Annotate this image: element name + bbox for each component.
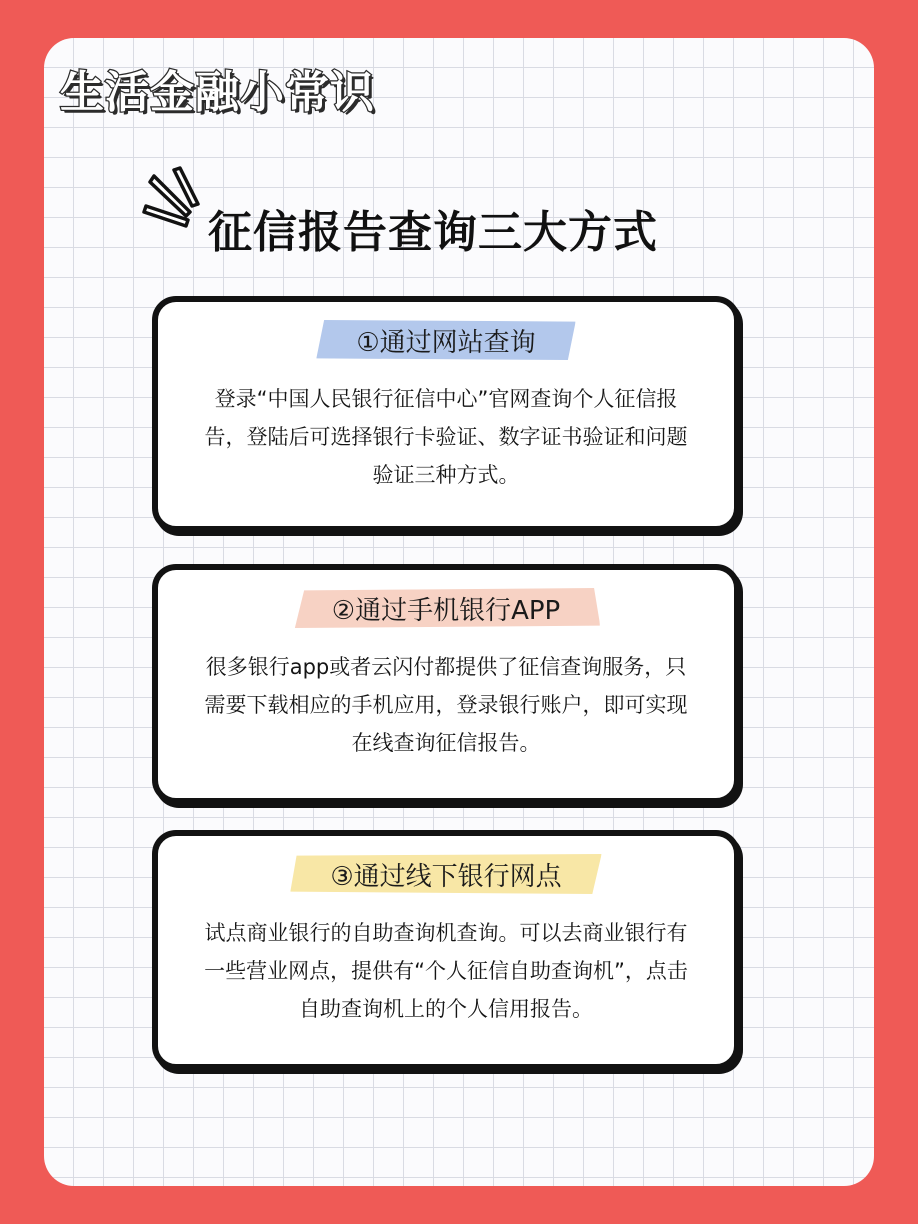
method-card-website [152,296,740,532]
card-heading [290,854,601,894]
card-heading [316,320,575,360]
card-body: 很多银行app或者云闪付都提供了征信查询服务，只需要下载相应的手机应用，登录银行账户，即可实现在线查询征信报告。 [204,655,688,755]
category-tag: 生活金融小常识 [60,67,375,118]
card-heading-text: ②通过手机银行APP [331,595,561,626]
method-card-mobile-app [152,564,740,804]
card-heading-text: ①通过网站查询 [356,327,536,358]
card-heading [292,588,600,628]
page-title: 征信报告查询三大方式 [208,207,658,258]
card-body: 登录“中国人民银行征信中心”官网查询个人征信报告，登陆后可选择银行卡验证、数字证书验证和问题验证三种方式。 [204,387,688,487]
card-heading-text: ③通过线下银行网点 [330,861,562,892]
card-body: 试点商业银行的自助查询机查询。可以去商业银行有一些营业网点，提供有“个人征信自助查询机”，点击自助查询机上的个人信用报告。 [204,921,688,1021]
emphasis-burst-icon [138,160,218,240]
method-card-bank-branch [152,830,740,1070]
